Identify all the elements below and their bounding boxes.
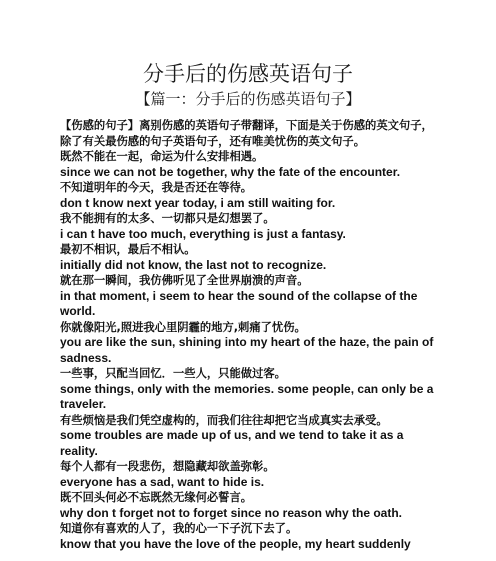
english-sentence: i can t have too much, everything is just a fantasy. xyxy=(60,226,346,241)
english-sentence: know that you have the love of the people, my heart suddenly xyxy=(60,536,411,551)
english-sentence: you are like the sun, shining into my heart of the haze, the pain of sadness. xyxy=(60,335,434,365)
page-title: 分手后的伤感英语句子 xyxy=(143,62,353,86)
english-sentence: don t know next year today, i am still waiting for. xyxy=(60,195,336,210)
chinese-sentence: 一些事，只配当回忆．一些人，只能做过客。 xyxy=(60,367,286,380)
chinese-sentence: 就在那一瞬间，我仿佛听见了全世界崩溃的声音。 xyxy=(60,274,309,287)
english-sentence: why don t forget not to forget since no reason why the oath. xyxy=(60,505,403,520)
chinese-sentence: 既然不能在一起，命运为什么安排相遇。 xyxy=(60,150,264,163)
chinese-sentence: 【伤感的句子】离别伤感的英语句子带翻译，下面是关于伤感的英文句子，除了有关最伤感的句子英语句子，还有唯美忧伤的英文句子。 xyxy=(60,119,433,148)
english-sentence: in that moment, i seem to hear the sound of the collapse of the world. xyxy=(60,288,418,318)
chinese-sentence: 你就像阳光,照进我心里阴霾的地方,刺痛了忧伤。 xyxy=(60,320,306,334)
english-sentence: some troubles are made up of us, and we tend to take it as a reality. xyxy=(60,428,404,458)
section-heading: 【篇一：分手后的伤感英语句子】 xyxy=(135,90,361,108)
chinese-sentence: 既不回头何必不忘既然无缘何必誓言。 xyxy=(60,491,253,504)
chinese-sentence: 不知道明年的今天，我是否还在等待。 xyxy=(60,181,253,194)
english-sentence: initially did not know, the last not to recognize. xyxy=(60,257,327,272)
chinese-sentence: 我不能拥有的太多、一切都只是幻想罢了。 xyxy=(60,212,275,225)
chinese-sentence: 知道你有喜欢的人了，我的心一下子沉下去了。 xyxy=(60,522,298,535)
chinese-sentence: 每个人都有一段悲伤，想隐藏却欲盖弥彰。 xyxy=(60,460,275,473)
chinese-sentence: 有些烦恼是我们凭空虚构的，而我们往往却把它当成真实去承受。 xyxy=(60,413,388,427)
english-sentence: some things, only with the memories. some people, can only be a traveler. xyxy=(60,381,434,411)
document-body xyxy=(60,118,436,552)
chinese-sentence: 最初不相识，最后不相认。 xyxy=(60,243,196,256)
english-sentence: everyone has a sad, want to hide is. xyxy=(60,474,265,489)
english-sentence: since we can not be together, why the fate of the encounter. xyxy=(60,164,401,179)
